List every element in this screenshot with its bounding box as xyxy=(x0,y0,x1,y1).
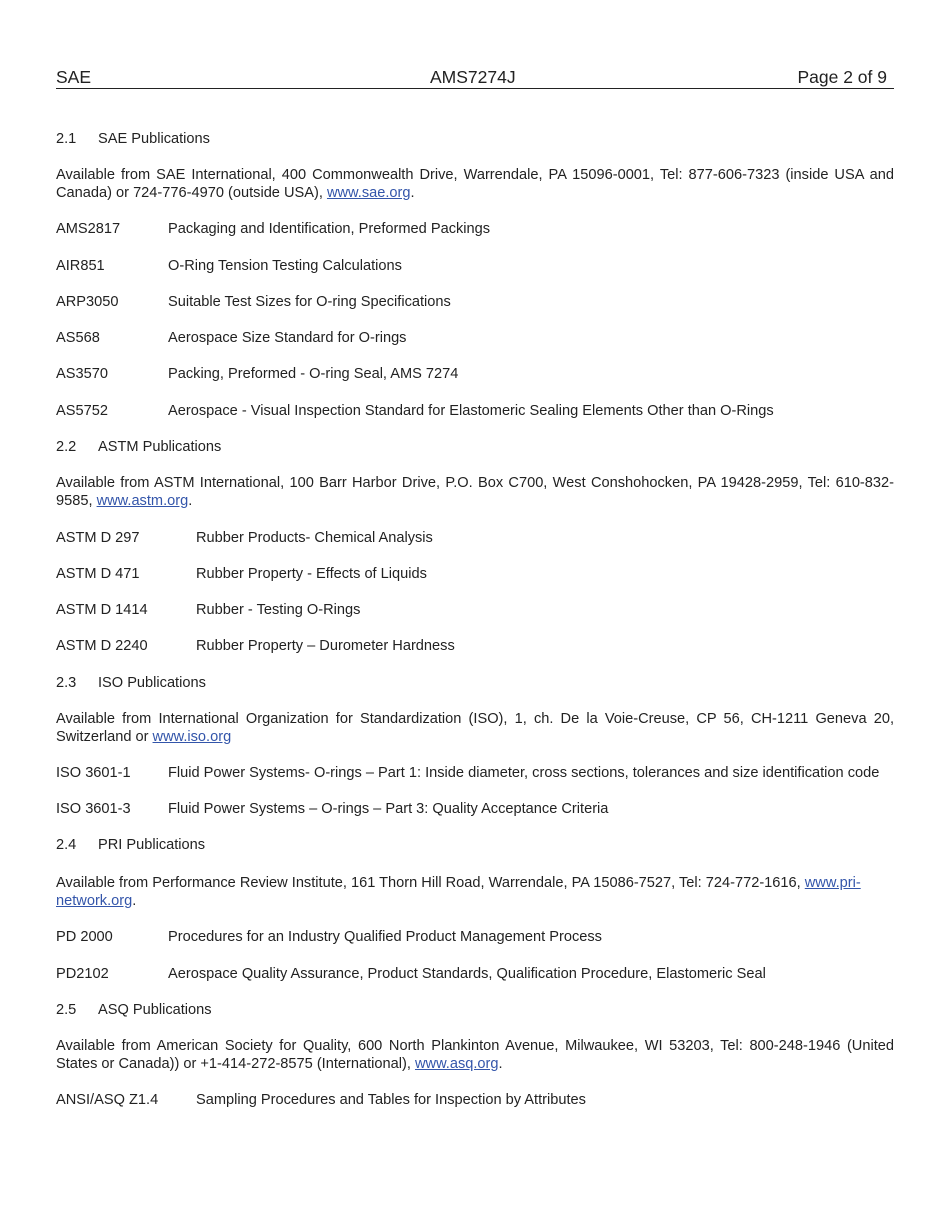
reference-code: ASTM D 1414 xyxy=(56,602,148,618)
reference-code: AMS2817 xyxy=(56,221,121,237)
section-paragraph xyxy=(56,166,894,202)
reference-code: AS568 xyxy=(56,330,100,346)
iso-website-link[interactable]: www.iso.org xyxy=(152,729,232,745)
section-heading xyxy=(56,438,894,456)
section-title: ISO Publications xyxy=(98,675,206,691)
reference-title: Suitable Test Sizes for O-ring Specifications xyxy=(168,294,451,310)
reference-title: Aerospace Size Standard for O-rings xyxy=(168,330,407,346)
reference-code: ASTM D 2240 xyxy=(56,638,148,654)
reference-code: PD 2000 xyxy=(56,929,113,945)
section-heading xyxy=(56,1001,894,1019)
reference-item xyxy=(56,257,894,275)
header-page-number: Page 2 of 9 xyxy=(797,67,887,87)
paragraph-end: . xyxy=(132,893,137,909)
page-header xyxy=(56,66,894,89)
reference-title: Packing, Preformed - O-ring Seal, AMS 7274 xyxy=(168,366,459,382)
header-doc-number: AMS7274J xyxy=(430,67,516,87)
reference-title: Aerospace Quality Assurance, Product Standards, Qualification Procedure, Elastomeric Seal xyxy=(168,966,766,982)
reference-code: AS3570 xyxy=(56,366,108,382)
header-org: SAE xyxy=(56,67,92,87)
reference-code: AIR851 xyxy=(56,258,105,274)
paragraph-text: Available from ASTM International, 100 Barr Harbor Drive, P.O. Box C700, West Conshohocken, PA 19428-2959, Tel: 610-832-9585, xyxy=(56,475,894,509)
document-page xyxy=(56,66,894,1109)
sae-website-link[interactable]: www.sae.org xyxy=(326,185,411,201)
paragraph-text: Available from Performance Review Institute, 161 Thorn Hill Road, Warrendale, PA 15086-7527, Tel: 724-772-1616, xyxy=(56,875,805,891)
astm-website-link[interactable]: www.astm.org xyxy=(96,493,189,509)
section-asq xyxy=(56,1001,894,1109)
reference-item xyxy=(56,329,894,347)
reference-code: ANSI/ASQ Z1.4 xyxy=(56,1092,159,1108)
reference-title: Rubber Property – Durometer Hardness xyxy=(196,638,455,654)
reference-item xyxy=(56,402,894,420)
reference-item xyxy=(56,565,894,583)
reference-code: ASTM D 471 xyxy=(56,566,140,582)
section-heading xyxy=(56,674,894,692)
reference-item xyxy=(56,928,894,946)
section-iso xyxy=(56,674,894,818)
section-number: 2.1 xyxy=(56,131,77,147)
paragraph-text: Available from American Society for Quality, 600 North Plankinton Avenue, Milwaukee, WI 53203, Tel: 800-248-1946 (United States or Canada)) or +1-414-272-8575 (International), xyxy=(56,1038,894,1072)
reference-item xyxy=(56,601,894,619)
reference-code: ISO 3601-3 xyxy=(56,801,131,817)
reference-code: ARP3050 xyxy=(56,294,119,310)
paragraph-text: Available from SAE International, 400 Commonwealth Drive, Warrendale, PA 15096-0001, Tel: 877-606-7323 (inside USA and Canada) or 724-776-4970 (outside USA), xyxy=(56,167,894,201)
asq-website-link[interactable]: www.asq.org xyxy=(414,1056,499,1072)
reference-code: ISO 3601-1 xyxy=(56,765,131,781)
section-title: ASTM Publications xyxy=(98,439,222,455)
reference-title: Packaging and Identification, Preformed Packings xyxy=(168,221,491,237)
reference-code: ASTM D 297 xyxy=(56,530,140,546)
section-heading xyxy=(56,836,894,854)
paragraph-end: . xyxy=(410,185,415,201)
reference-title: O-Ring Tension Testing Calculations xyxy=(168,258,402,274)
reference-code: AS5752 xyxy=(56,403,108,419)
reference-title: Aerospace - Visual Inspection Standard for Elastomeric Sealing Elements Other than O-Rings xyxy=(168,403,774,419)
section-title: PRI Publications xyxy=(98,837,206,853)
section-sae xyxy=(56,130,894,420)
section-paragraph xyxy=(56,474,894,510)
reference-title: Rubber Products- Chemical Analysis xyxy=(196,530,433,546)
reference-item xyxy=(56,965,894,983)
section-astm xyxy=(56,438,894,655)
reference-title: Rubber Property - Effects of Liquids xyxy=(196,566,427,582)
pri-website-link[interactable]: www.pri-network.org xyxy=(56,875,861,909)
paragraph-end: . xyxy=(498,1056,503,1072)
section-number: 2.5 xyxy=(56,1002,77,1018)
reference-item xyxy=(56,764,894,782)
section-title: ASQ Publications xyxy=(98,1002,212,1018)
section-number: 2.4 xyxy=(56,837,77,853)
section-paragraph xyxy=(56,710,894,746)
reference-title: Fluid Power Systems- O-rings – Part 1: Inside diameter, cross sections, tolerances and size identification code xyxy=(168,765,880,781)
reference-title: Rubber - Testing O-Rings xyxy=(196,602,361,618)
reference-item xyxy=(56,1091,894,1109)
reference-code: PD2102 xyxy=(56,966,109,982)
reference-item xyxy=(56,637,894,655)
reference-item xyxy=(56,365,894,383)
section-paragraph xyxy=(56,1037,894,1073)
paragraph-text: Available from International Organization for Standardization (ISO), 1, ch. De la Voie-Creuse, CP 56, CH-1211 Geneva 20, Switzerland or xyxy=(56,711,894,745)
reference-title: Sampling Procedures and Tables for Inspection by Attributes xyxy=(196,1092,586,1108)
section-title: SAE Publications xyxy=(98,131,210,147)
reference-item xyxy=(56,529,894,547)
reference-item xyxy=(56,220,894,238)
section-number: 2.2 xyxy=(56,439,77,455)
section-number: 2.3 xyxy=(56,675,77,691)
paragraph-end: . xyxy=(188,493,193,509)
reference-item xyxy=(56,293,894,311)
reference-title: Fluid Power Systems – O-rings – Part 3: Quality Acceptance Criteria xyxy=(168,801,609,817)
reference-item xyxy=(56,800,894,818)
section-paragraph xyxy=(56,874,894,910)
section-pri xyxy=(56,836,894,983)
reference-title: Procedures for an Industry Qualified Product Management Process xyxy=(168,929,602,945)
section-heading xyxy=(56,130,894,148)
